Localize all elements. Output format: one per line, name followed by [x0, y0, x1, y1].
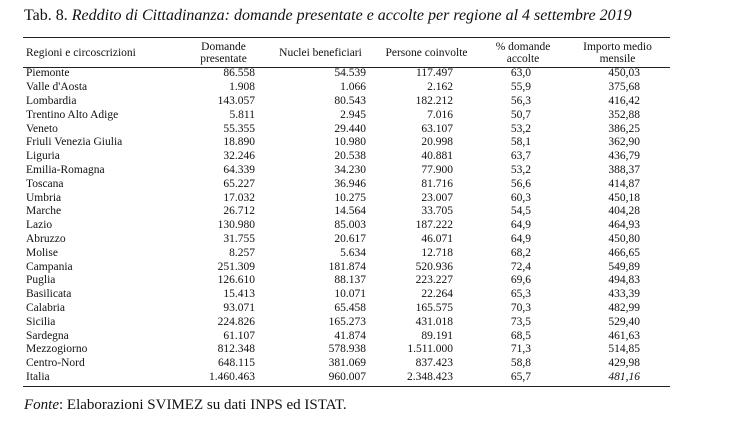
column-header: Regioni e circoscrizioni: [26, 46, 136, 59]
value-cell: 837.423: [415, 357, 453, 370]
table-row: [23, 246, 670, 260]
value-cell: 53,2: [510, 163, 531, 176]
source-note: [24, 396, 347, 414]
value-cell: 86.558: [223, 67, 255, 80]
value-cell: 58,1: [510, 136, 531, 149]
value-cell: 223.227: [415, 274, 453, 287]
region-cell: Toscana: [26, 177, 64, 190]
value-cell: 68,2: [510, 246, 531, 259]
value-cell: 12.718: [421, 246, 453, 259]
value-cell: 165.575: [415, 301, 453, 314]
value-cell: 31.755: [223, 232, 255, 245]
value-cell: 436,79: [608, 150, 640, 163]
table-body: [23, 67, 670, 384]
region-cell: Molise: [26, 246, 58, 259]
table-row: [23, 315, 670, 329]
table-row: [23, 95, 670, 109]
value-cell: 450,18: [608, 191, 640, 204]
value-cell: 58,8: [510, 357, 531, 370]
value-cell: 29.440: [334, 122, 366, 135]
value-cell: 464,93: [608, 219, 640, 232]
value-cell: 85.003: [334, 219, 366, 232]
value-cell: 32.246: [223, 150, 255, 163]
region-cell: Sicilia: [26, 315, 56, 328]
table-number: Tab. 8.: [24, 7, 68, 24]
region-cell: Puglia: [26, 274, 56, 287]
table-row: [23, 260, 670, 274]
value-cell: 165.273: [328, 315, 366, 328]
value-cell: 68,5: [510, 329, 531, 342]
table-row: [23, 288, 670, 302]
table-row: [23, 357, 670, 371]
value-cell: 18.890: [223, 136, 255, 149]
value-cell: 433,39: [608, 288, 640, 301]
value-cell: 461,63: [608, 329, 640, 342]
value-cell: 648.115: [218, 357, 255, 370]
table-title: [24, 7, 632, 25]
table-row: [23, 205, 670, 219]
value-cell: 81.716: [421, 177, 453, 190]
region-cell: Veneto: [26, 122, 58, 135]
value-cell: 73,5: [510, 315, 531, 328]
table-row: [23, 108, 670, 122]
value-cell: 386,25: [608, 122, 640, 135]
table-row: [23, 81, 670, 95]
region-cell: Lazio: [26, 219, 53, 232]
value-cell: 71,3: [510, 343, 531, 356]
data-table: [23, 38, 670, 384]
table-row: [23, 177, 670, 191]
value-cell: 182.212: [415, 94, 453, 107]
table-row: [23, 329, 670, 343]
value-cell: 15.413: [223, 288, 255, 301]
value-cell: 93.071: [223, 301, 255, 314]
column-header: Nuclei beneficiari: [279, 46, 362, 59]
table-row: [23, 191, 670, 205]
value-cell: 362,90: [608, 136, 640, 149]
value-cell: 55,9: [510, 81, 531, 94]
value-cell: 494,83: [608, 274, 640, 287]
value-cell: 50,7: [510, 108, 531, 121]
value-cell: 23.007: [421, 191, 453, 204]
value-cell: 64.339: [223, 163, 255, 176]
value-cell: 88.137: [334, 274, 366, 287]
region-cell: Liguria: [26, 150, 60, 163]
value-cell: 64,9: [510, 219, 531, 232]
table-row: [23, 371, 670, 385]
value-cell: 36.946: [334, 177, 366, 190]
table-row: [23, 302, 670, 316]
value-cell: 41.874: [334, 329, 366, 342]
value-cell: 381.069: [328, 357, 366, 370]
value-cell: 450,80: [608, 232, 640, 245]
value-cell: 46.071: [421, 232, 453, 245]
value-cell: 514,85: [608, 343, 640, 356]
column-header: Domande presentate: [200, 40, 247, 65]
region-cell: Italia: [26, 370, 50, 383]
value-cell: 61.107: [223, 329, 255, 342]
table-row: [23, 219, 670, 233]
value-cell: 2.348.423: [407, 370, 453, 383]
value-cell: 466,65: [608, 246, 640, 259]
value-cell: 63.107: [421, 122, 453, 135]
value-cell: 416,42: [608, 94, 640, 107]
value-cell: 63,7: [510, 150, 531, 163]
value-cell: 481,16: [608, 370, 640, 383]
value-cell: 5.634: [340, 246, 366, 259]
value-cell: 65,3: [510, 288, 531, 301]
value-cell: 5.811: [229, 108, 255, 121]
region-cell: Trentino Alto Adige: [26, 108, 119, 121]
value-cell: 55.355: [223, 122, 255, 135]
value-cell: 2.945: [340, 108, 366, 121]
value-cell: 812.348: [217, 343, 255, 356]
value-cell: 414,87: [608, 177, 640, 190]
value-cell: 450,03: [608, 67, 640, 80]
region-cell: Marche: [26, 205, 62, 218]
region-cell: Piemonte: [26, 67, 70, 80]
value-cell: 14.564: [334, 205, 366, 218]
value-cell: 65.227: [223, 177, 255, 190]
column-header: % domande accolte: [495, 40, 551, 65]
value-cell: 65.458: [334, 301, 366, 314]
value-cell: 404,28: [608, 205, 640, 218]
region-cell: Centro-Nord: [26, 357, 85, 370]
value-cell: 26.712: [223, 205, 255, 218]
value-cell: 20.617: [334, 232, 366, 245]
table-row: [23, 164, 670, 178]
value-cell: 7.016: [427, 108, 453, 121]
value-cell: 40.881: [421, 150, 453, 163]
value-cell: 17.032: [223, 191, 255, 204]
value-cell: 520.936: [415, 260, 453, 273]
region-cell: Abruzzo: [26, 232, 66, 245]
value-cell: 960.007: [328, 370, 366, 383]
value-cell: 352,88: [608, 108, 640, 121]
value-cell: 10.275: [334, 191, 366, 204]
value-cell: 77.900: [421, 163, 453, 176]
region-cell: Sardegna: [26, 329, 69, 342]
region-cell: Valle d'Aosta: [26, 81, 88, 94]
column-header: Importo medio mensile: [583, 40, 652, 65]
value-cell: 431.018: [415, 315, 453, 328]
value-cell: 1.908: [229, 81, 255, 94]
value-cell: 20.538: [334, 150, 366, 163]
value-cell: 143.057: [217, 94, 255, 107]
value-cell: 578.938: [328, 343, 366, 356]
value-cell: 60,3: [510, 191, 531, 204]
value-cell: 54,5: [510, 205, 531, 218]
value-cell: 2.162: [427, 81, 453, 94]
region-cell: Basilicata: [26, 288, 72, 301]
value-cell: 56,3: [510, 94, 531, 107]
source-label: Fonte: [24, 397, 59, 413]
value-cell: 56,6: [510, 177, 531, 190]
value-cell: 529,40: [608, 315, 640, 328]
value-cell: 1.460.463: [209, 370, 255, 383]
value-cell: 130.980: [217, 219, 255, 232]
region-cell: Calabria: [26, 301, 65, 314]
value-cell: 10.980: [334, 136, 366, 149]
value-cell: 1.066: [340, 81, 366, 94]
value-cell: 54.539: [334, 67, 366, 80]
value-cell: 65,7: [510, 370, 531, 383]
region-cell: Campania: [26, 260, 73, 273]
region-cell: Emilia-Romagna: [26, 163, 105, 176]
bottom-rule: [23, 386, 670, 387]
value-cell: 482,99: [608, 301, 640, 314]
value-cell: 187.222: [415, 219, 453, 232]
table-caption: Reddito di Cittadinanza: domande presentate e accolte per regione al 4 settembre 2019: [71, 7, 632, 24]
value-cell: 375,68: [608, 81, 640, 94]
region-cell: Friuli Venezia Giulia: [26, 136, 123, 149]
value-cell: 64,9: [510, 232, 531, 245]
column-header: Persone coinvolte: [385, 46, 468, 59]
value-cell: 22.264: [421, 288, 453, 301]
table-row: [23, 233, 670, 247]
value-cell: 224.826: [217, 315, 255, 328]
value-cell: 549,89: [608, 260, 640, 273]
value-cell: 53,2: [510, 122, 531, 135]
region-cell: Umbria: [26, 191, 62, 204]
value-cell: 89.191: [421, 329, 453, 342]
value-cell: 388,37: [608, 163, 640, 176]
table-row: [23, 343, 670, 357]
value-cell: 429,98: [608, 357, 640, 370]
source-text: : Elaborazioni SVIMEZ su dati INPS ed ISTAT.: [59, 397, 347, 413]
table-row: [23, 122, 670, 136]
value-cell: 1.511.000: [407, 343, 453, 356]
value-cell: 72,4: [510, 260, 531, 273]
value-cell: 126.610: [217, 274, 255, 287]
table-row: [23, 274, 670, 288]
value-cell: 251.309: [217, 260, 255, 273]
value-cell: 33.705: [421, 205, 453, 218]
table-row: [23, 67, 670, 81]
value-cell: 181.874: [328, 260, 366, 273]
value-cell: 8.257: [229, 246, 255, 259]
value-cell: 69,6: [510, 274, 531, 287]
value-cell: 63,0: [510, 67, 531, 80]
value-cell: 10.071: [334, 288, 366, 301]
value-cell: 70,3: [510, 301, 531, 314]
header-row: [23, 38, 670, 67]
region-cell: Mezzogiorno: [26, 343, 88, 356]
value-cell: 34.230: [334, 163, 366, 176]
table-row: [23, 150, 670, 164]
value-cell: 117.497: [416, 67, 453, 80]
table-row: [23, 136, 670, 150]
value-cell: 20.998: [421, 136, 453, 149]
region-cell: Lombardia: [26, 94, 77, 107]
value-cell: 80.543: [334, 94, 366, 107]
